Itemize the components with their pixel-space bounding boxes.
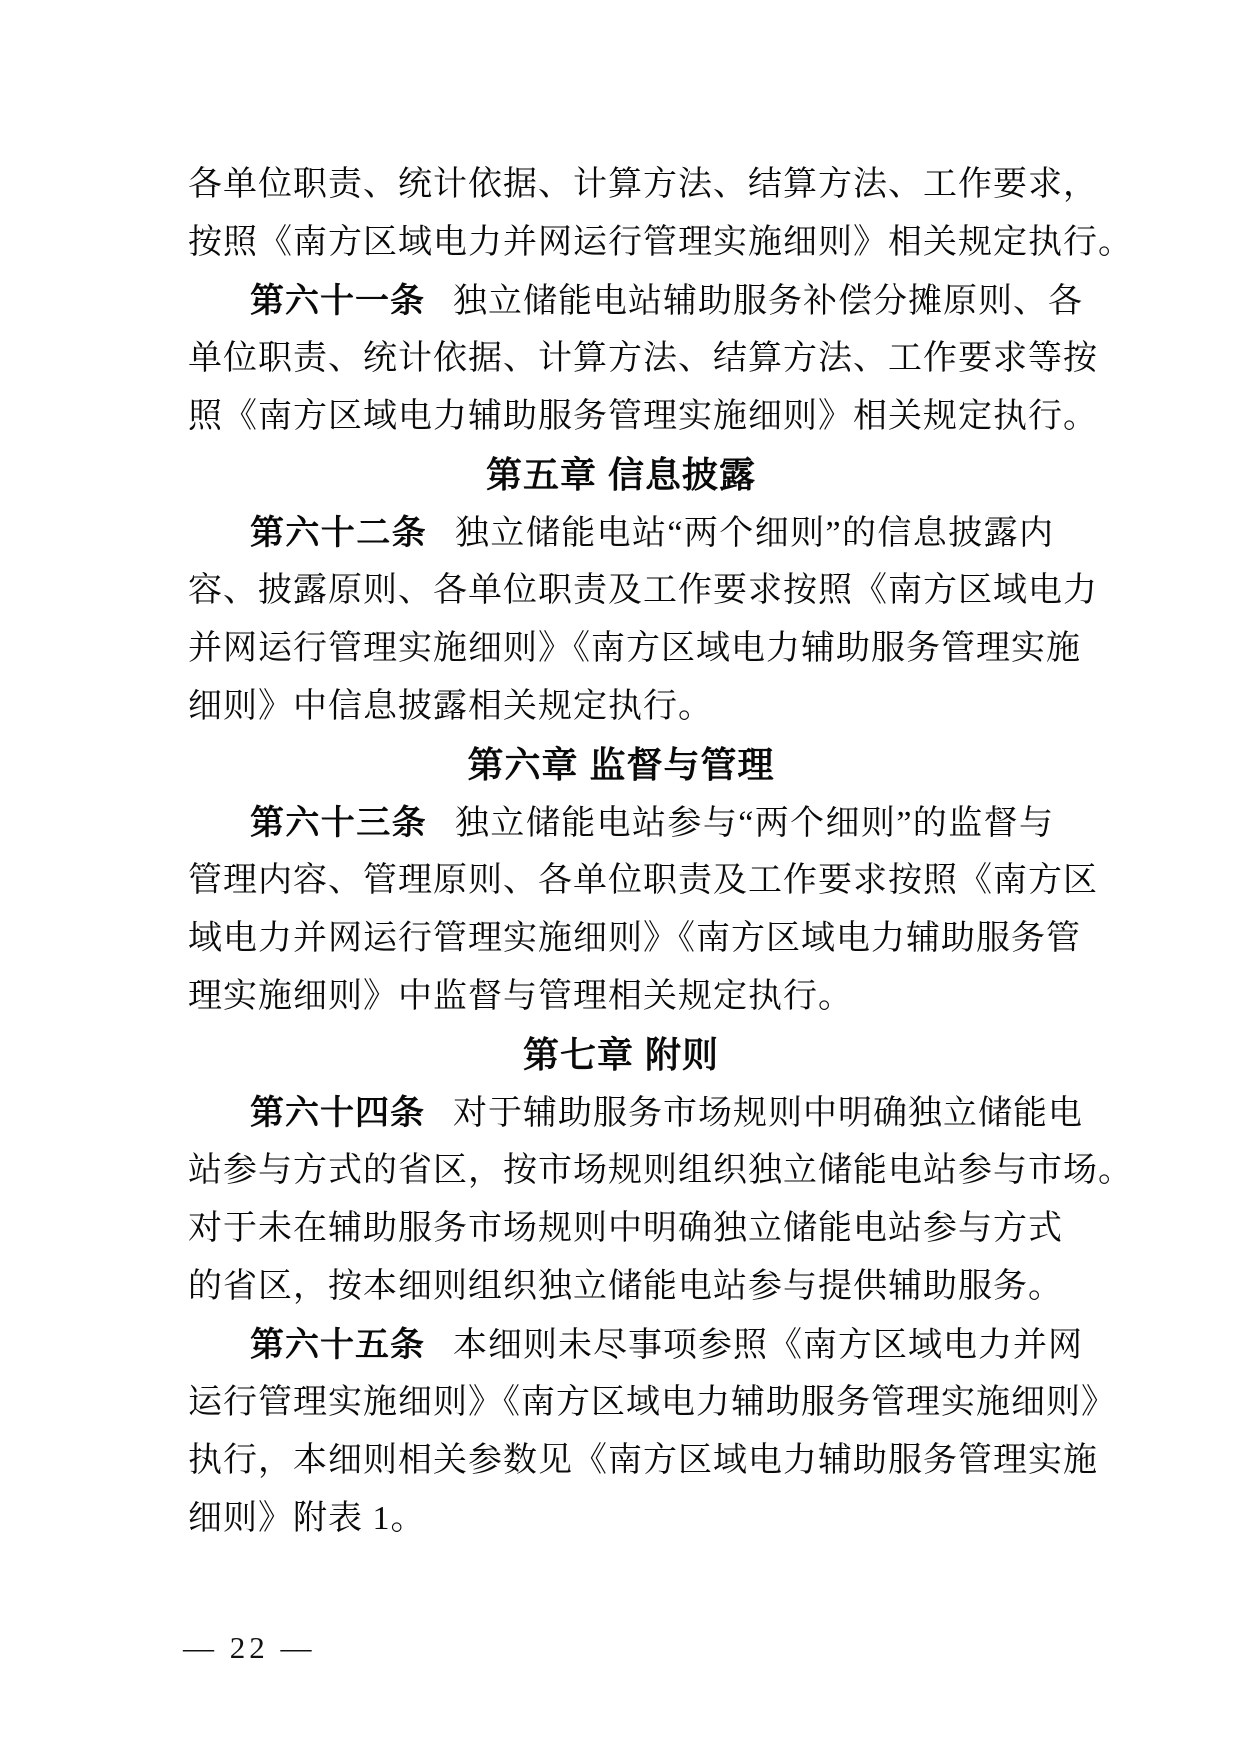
line-text: 独立储能电站“两个细则”的信息披露内 bbox=[455, 515, 1055, 552]
paragraph-line bbox=[188, 620, 1081, 678]
page-number: — 22 — bbox=[183, 1630, 316, 1665]
article-number-label: 第六十四条 bbox=[250, 1094, 425, 1132]
paragraph-line bbox=[188, 1200, 1063, 1258]
paragraph-line bbox=[188, 1374, 1116, 1432]
chapter-title-text: 第六章 监督与管理 bbox=[467, 744, 775, 785]
line-text: 细则》中信息披露相关规定执行。 bbox=[188, 688, 713, 725]
paragraph-line bbox=[188, 388, 1098, 446]
line-text: 照《南方区域电力辅助服务管理实施细则》相关规定执行。 bbox=[188, 398, 1098, 435]
paragraph-line bbox=[188, 1142, 1133, 1200]
paragraph-line bbox=[188, 156, 1098, 214]
line-text: 的省区，按本细则组织独立储能电站参与提供辅助服务。 bbox=[188, 1268, 1063, 1305]
article-number-label: 第六十一条 bbox=[250, 282, 425, 320]
line-text: 按照《南方区域电力并网运行管理实施细则》相关规定执行。 bbox=[188, 224, 1133, 261]
line-text: 本细则未尽事项参照《南方区域电力并网 bbox=[453, 1327, 1083, 1364]
chapter-heading bbox=[188, 1026, 1054, 1084]
paragraph-line bbox=[188, 330, 1098, 388]
paragraph-line bbox=[188, 1084, 1083, 1142]
paragraph-line bbox=[188, 1432, 1098, 1490]
paragraph-line bbox=[188, 1258, 1063, 1316]
line-text: 并网运行管理实施细则》《南方区域电力辅助服务管理实施 bbox=[188, 630, 1081, 667]
line-text: 运行管理实施细则》《南方区域电力辅助服务管理实施细则》 bbox=[188, 1384, 1116, 1421]
paragraph-line bbox=[188, 678, 1054, 736]
line-text: 对于辅助服务市场规则中明确独立储能电 bbox=[453, 1095, 1083, 1132]
chapter-title-text: 第七章 附则 bbox=[522, 1034, 719, 1075]
line-text: 域电力并网运行管理实施细则》《南方区域电力辅助服务管 bbox=[188, 920, 1081, 957]
line-text: 独立储能电站参与“两个细则”的监督与 bbox=[455, 805, 1055, 842]
line-text: 站参与方式的省区，按市场规则组织独立储能电站参与市场。 bbox=[188, 1152, 1133, 1189]
document-body bbox=[188, 156, 1133, 1548]
line-text: 管理内容、管理原则、各单位职责及工作要求按照《南方区 bbox=[188, 862, 1098, 899]
paragraph-line bbox=[188, 794, 1054, 852]
article-number-label: 第六十二条 bbox=[250, 514, 428, 552]
page-footer bbox=[183, 1630, 316, 1666]
paragraph-line bbox=[188, 1316, 1083, 1374]
paragraph-line bbox=[188, 910, 1081, 968]
line-text: 单位职责、统计依据、计算方法、结算方法、工作要求等按 bbox=[188, 340, 1098, 377]
paragraph-line bbox=[188, 1490, 1054, 1548]
paragraph-line bbox=[188, 504, 1054, 562]
article-number-label: 第六十五条 bbox=[250, 1326, 425, 1364]
line-text: 独立储能电站辅助服务补偿分摊原则、各 bbox=[453, 283, 1083, 320]
line-text: 容、披露原则、各单位职责及工作要求按照《南方区域电力 bbox=[188, 572, 1098, 609]
paragraph-line bbox=[188, 214, 1133, 272]
line-text: 对于未在辅助服务市场规则中明确独立储能电站参与方式 bbox=[188, 1210, 1063, 1247]
paragraph-line bbox=[188, 852, 1098, 910]
line-text: 细则》附表 1。 bbox=[188, 1500, 426, 1537]
paragraph-line bbox=[188, 272, 1083, 330]
line-text: 执行，本细则相关参数见《南方区域电力辅助服务管理实施 bbox=[188, 1442, 1098, 1479]
chapter-heading bbox=[188, 736, 1054, 794]
paragraph-line bbox=[188, 562, 1098, 620]
line-text: 理实施细则》中监督与管理相关规定执行。 bbox=[188, 978, 853, 1015]
paragraph-line bbox=[188, 968, 1054, 1026]
line-text: 各单位职责、统计依据、计算方法、结算方法、工作要求， bbox=[188, 166, 1098, 203]
chapter-title-text: 第五章 信息披露 bbox=[485, 454, 756, 495]
chapter-heading bbox=[188, 446, 1054, 504]
article-number-label: 第六十三条 bbox=[250, 804, 428, 842]
